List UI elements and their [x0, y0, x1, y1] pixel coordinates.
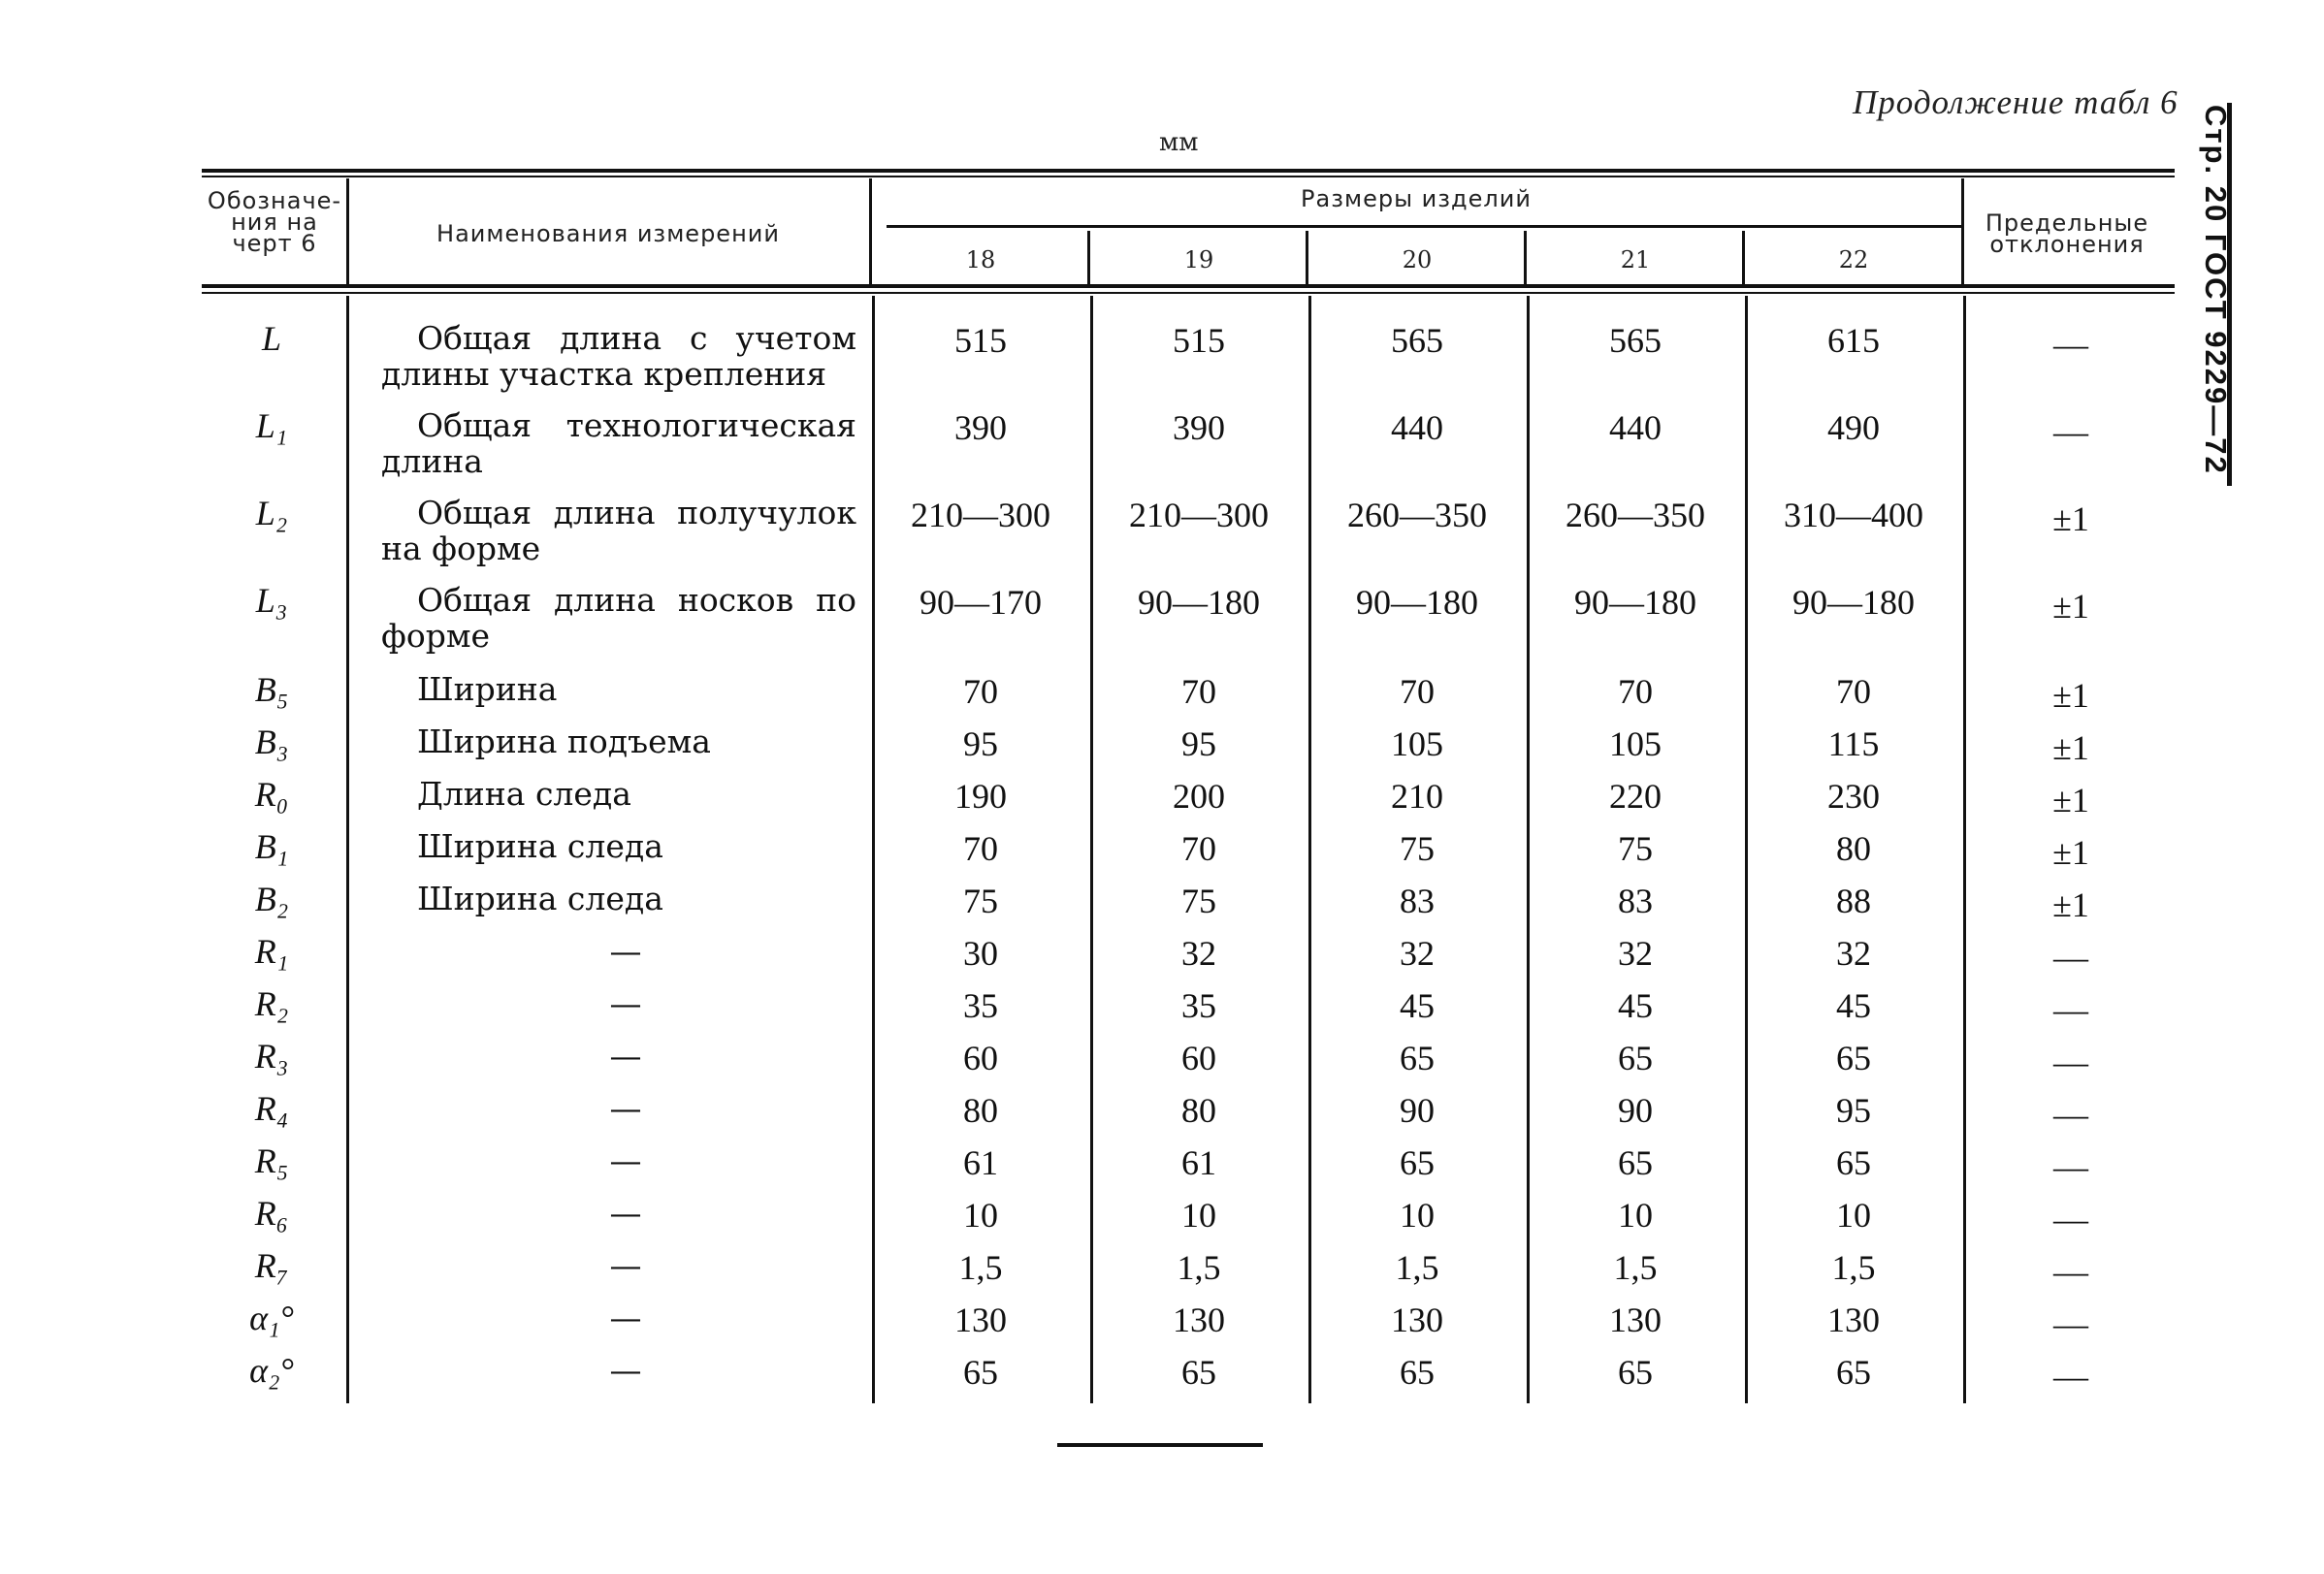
row-size-value: 45: [1618, 986, 1653, 1025]
row-deviation: ±1: [2052, 885, 2089, 924]
row-size-value: 565: [1609, 321, 1662, 360]
row-size-value: 61: [963, 1143, 998, 1182]
size-header-18: 18: [965, 246, 996, 273]
row-size-value: 565: [1391, 321, 1443, 360]
row-size-value: 310—400: [1784, 496, 1923, 534]
row-measurement-name: —: [609, 1037, 642, 1075]
row-size-value: 210: [1391, 777, 1443, 816]
row-designation: R₀: [254, 775, 289, 814]
row-size-value: 70: [1400, 672, 1435, 711]
row-size-value: 35: [963, 986, 998, 1025]
row-deviation: ±1: [2052, 781, 2089, 819]
row-size-value: 70: [963, 672, 998, 711]
row-size-value: 200: [1173, 777, 1225, 816]
row-size-value: 60: [963, 1039, 998, 1077]
size-header-21: 21: [1620, 246, 1651, 273]
row-designation: L₃: [255, 581, 288, 620]
row-size-value: 65: [1836, 1353, 1871, 1392]
row-designation: R₇: [254, 1246, 289, 1285]
row-measurement-name: Ширина следа: [417, 827, 663, 865]
row-size-value: 10: [1618, 1196, 1653, 1235]
row-size-value: 130: [954, 1301, 1007, 1339]
continuation-label: Продолжение табл 6: [1853, 83, 2179, 121]
row-designation: R₂: [254, 984, 289, 1023]
row-size-value: 30: [963, 934, 998, 973]
row-size-value: 1,5: [1177, 1248, 1221, 1287]
row-size-value: 10: [1836, 1196, 1871, 1235]
row-deviation: —: [2053, 1252, 2088, 1291]
row-measurement-name: —: [609, 1141, 642, 1179]
row-size-value: 210—300: [1129, 496, 1269, 534]
row-size-value: 220: [1609, 777, 1662, 816]
row-designation: B₂: [254, 880, 289, 918]
row-deviation: —: [2053, 1095, 2088, 1134]
row-size-value: 32: [1181, 934, 1216, 973]
row-size-value: 390: [954, 408, 1007, 447]
row-size-value: 490: [1827, 408, 1880, 447]
row-measurement-name: —: [609, 1089, 642, 1127]
sizes-group-header: Размеры изделий: [1301, 185, 1532, 212]
row-size-value: 65: [1400, 1353, 1435, 1392]
row-size-value: 65: [1618, 1039, 1653, 1077]
row-size-value: 65: [1400, 1039, 1435, 1077]
row-size-value: 70: [1836, 672, 1871, 711]
row-size-value: 45: [1836, 986, 1871, 1025]
row-measurement-name: —: [609, 1194, 642, 1232]
row-size-value: 80: [1181, 1091, 1216, 1130]
row-size-value: 440: [1609, 408, 1662, 447]
row-measurement-name: —: [609, 1299, 642, 1336]
unit-label: мм: [1159, 128, 1199, 157]
row-size-value: 95: [1836, 1091, 1871, 1130]
row-size-value: 90—180: [1792, 583, 1915, 622]
row-designation: B₁: [254, 827, 289, 866]
row-designation: B₃: [254, 723, 289, 761]
row-designation: L₂: [255, 494, 288, 532]
name-header: Наименования измерений: [436, 220, 780, 247]
row-size-value: 1,5: [958, 1248, 1003, 1287]
row-deviation: —: [2053, 1304, 2088, 1343]
row-deviation: —: [2053, 1357, 2088, 1396]
row-designation: L: [261, 319, 282, 358]
row-size-value: 90—180: [1356, 583, 1478, 622]
designation-header: Обозначе- ния на черт 6: [207, 187, 342, 257]
row-measurement-name: —: [609, 1246, 642, 1284]
row-size-value: 95: [1181, 724, 1216, 763]
row-measurement-name: Общая длина получулок на форме: [381, 494, 856, 567]
row-size-value: 115: [1827, 724, 1880, 763]
row-size-value: 10: [1181, 1196, 1216, 1235]
row-size-value: 61: [1181, 1143, 1216, 1182]
body-divider-1: [346, 296, 349, 1403]
row-deviation: —: [2053, 325, 2088, 364]
row-size-value: 32: [1400, 934, 1435, 973]
row-size-value: 32: [1836, 934, 1871, 973]
row-measurement-name: Ширина подъема: [417, 723, 711, 760]
row-size-value: 105: [1609, 724, 1662, 763]
row-size-value: 615: [1827, 321, 1880, 360]
row-size-value: 515: [1173, 321, 1225, 360]
row-size-value: 70: [1618, 672, 1653, 711]
row-size-value: 70: [1181, 672, 1216, 711]
row-measurement-name: —: [609, 932, 642, 970]
row-size-value: 65: [1181, 1353, 1216, 1392]
row-measurement-name: —: [609, 984, 642, 1022]
row-size-value: 75: [963, 882, 998, 920]
header-bottom-rule-inner: [202, 292, 2175, 294]
size-header-20: 20: [1402, 246, 1433, 273]
row-size-value: 75: [1400, 829, 1435, 868]
row-size-value: 70: [963, 829, 998, 868]
footer-rule: [1057, 1443, 1263, 1447]
row-size-value: 60: [1181, 1039, 1216, 1077]
row-designation: R₁: [254, 932, 289, 971]
row-size-value: 90—180: [1574, 583, 1696, 622]
row-designation: L₁: [255, 406, 288, 445]
row-deviation: ±1: [2052, 676, 2089, 715]
row-size-value: 210—300: [911, 496, 1050, 534]
row-size-value: 130: [1827, 1301, 1880, 1339]
row-size-value: 260—350: [1565, 496, 1705, 534]
row-size-value: 10: [963, 1196, 998, 1235]
row-deviation: —: [2053, 1200, 2088, 1238]
row-size-value: 80: [1836, 829, 1871, 868]
row-size-value: 515: [954, 321, 1007, 360]
row-size-value: 10: [1400, 1196, 1435, 1235]
size-header-19: 19: [1183, 246, 1214, 273]
row-size-value: 75: [1181, 882, 1216, 920]
row-size-value: 90: [1400, 1091, 1435, 1130]
row-size-value: 75: [1618, 829, 1653, 868]
row-size-value: 230: [1827, 777, 1880, 816]
row-size-value: 32: [1618, 934, 1653, 973]
row-size-value: 65: [1836, 1039, 1871, 1077]
row-measurement-name: Длина следа: [417, 775, 631, 813]
row-size-value: 1,5: [1395, 1248, 1439, 1287]
row-size-value: 65: [1400, 1143, 1435, 1182]
row-size-value: 65: [1618, 1143, 1653, 1182]
row-size-value: 65: [963, 1353, 998, 1392]
row-measurement-name: Общая технологическая длина: [381, 406, 856, 480]
row-size-value: 390: [1173, 408, 1225, 447]
row-deviation: —: [2053, 1043, 2088, 1081]
row-size-value: 95: [963, 724, 998, 763]
row-designation: α₂°: [249, 1351, 294, 1390]
row-deviation: —: [2053, 938, 2088, 977]
row-size-value: 130: [1391, 1301, 1443, 1339]
row-designation: B₅: [254, 670, 289, 709]
row-size-value: 35: [1181, 986, 1216, 1025]
row-measurement-name: —: [609, 1351, 642, 1389]
header-bottom-rule: [202, 284, 2175, 288]
row-size-value: 90: [1618, 1091, 1653, 1130]
row-measurement-name: Ширина следа: [417, 880, 663, 917]
table-top-rule-inner: [202, 176, 2175, 177]
row-deviation: —: [2053, 412, 2088, 451]
row-size-value: 65: [1836, 1143, 1871, 1182]
row-size-value: 80: [963, 1091, 998, 1130]
row-size-value: 1,5: [1831, 1248, 1876, 1287]
row-size-value: 190: [954, 777, 1007, 816]
row-size-value: 130: [1173, 1301, 1225, 1339]
row-deviation: ±1: [2052, 728, 2089, 767]
row-designation: α₁°: [249, 1299, 294, 1337]
row-size-value: 65: [1618, 1353, 1653, 1392]
row-deviation: —: [2053, 1147, 2088, 1186]
row-size-value: 70: [1181, 829, 1216, 868]
row-designation: R₆: [254, 1194, 289, 1233]
row-size-value: 83: [1618, 882, 1653, 920]
row-deviation: ±1: [2052, 587, 2089, 626]
row-size-value: 440: [1391, 408, 1443, 447]
row-size-value: 130: [1609, 1301, 1662, 1339]
row-measurement-name: Общая длина носков по форме: [381, 581, 856, 655]
row-deviation: ±1: [2052, 499, 2089, 538]
size-header-22: 22: [1838, 246, 1869, 273]
row-size-value: 83: [1400, 882, 1435, 920]
row-measurement-name: Ширина: [417, 670, 558, 708]
row-measurement-name: Общая длина с учетом длины участка крепления: [381, 319, 856, 393]
deviation-header: Предельные отклонения: [1985, 209, 2149, 258]
row-designation: R₅: [254, 1141, 289, 1180]
row-deviation: —: [2053, 990, 2088, 1029]
row-size-value: 105: [1391, 724, 1443, 763]
sizes-group-rule: [887, 225, 1961, 228]
body-divider-7: [1963, 296, 1966, 1403]
row-size-value: 88: [1836, 882, 1871, 920]
row-size-value: 45: [1400, 986, 1435, 1025]
row-designation: R₄: [254, 1089, 289, 1128]
row-size-value: 90—170: [920, 583, 1042, 622]
page-reference: Стр. 20 ГОСТ 9229—72: [2199, 105, 2233, 475]
row-size-value: 260—350: [1347, 496, 1487, 534]
row-size-value: 1,5: [1613, 1248, 1658, 1287]
row-deviation: ±1: [2052, 833, 2089, 872]
table-top-rule: [202, 169, 2175, 173]
row-designation: R₃: [254, 1037, 289, 1076]
row-size-value: 90—180: [1138, 583, 1260, 622]
